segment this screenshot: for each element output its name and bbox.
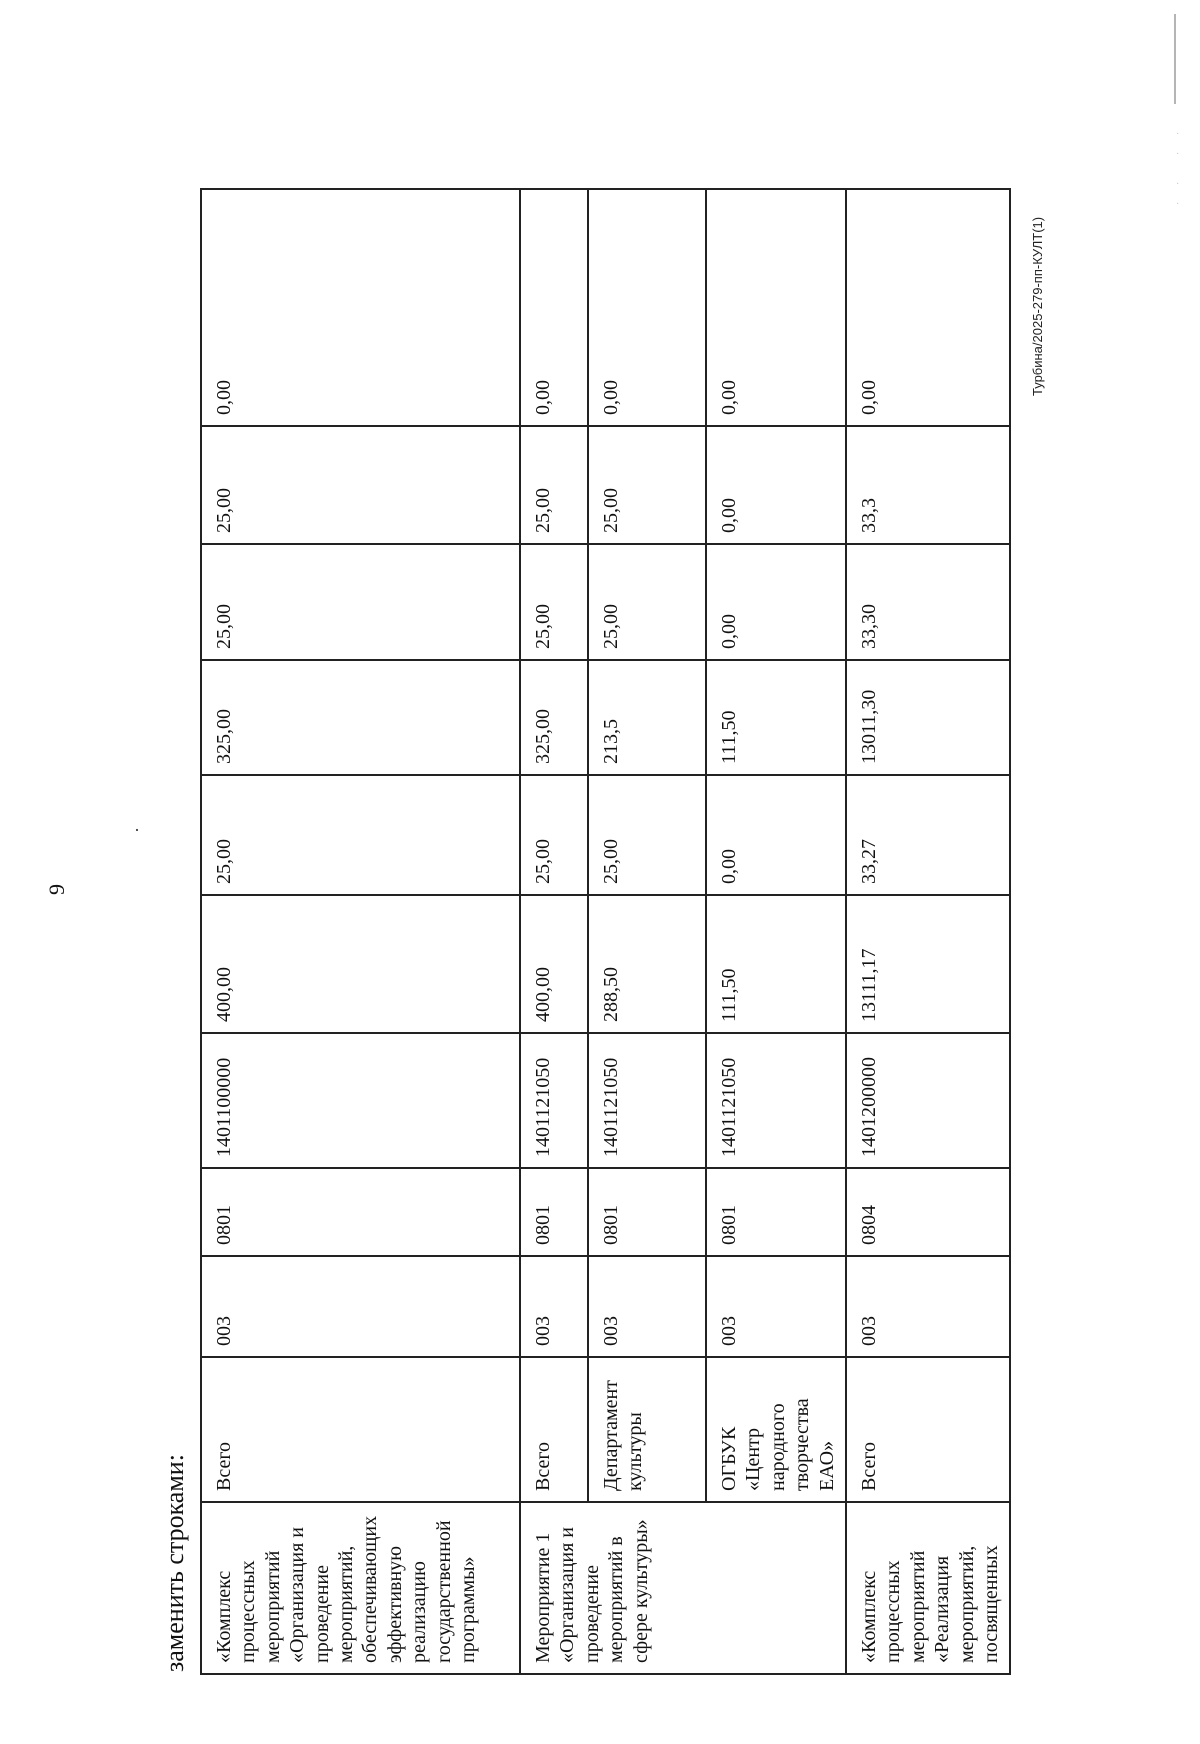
section-code-cell: 0804 <box>846 1168 1010 1256</box>
amount-year-cell: 111,50 <box>706 660 846 775</box>
amount-year-cell: 325,00 <box>201 660 520 775</box>
amount-year-cell: 213,5 <box>588 660 706 775</box>
amount-year-cell: 0,00 <box>588 189 706 426</box>
amount-year-cell: 33,30 <box>846 544 1010 660</box>
target-article-cell: 1401100000 <box>201 1033 520 1168</box>
amount-year-cell: 0,00 <box>706 426 846 544</box>
scan-edge-dots: · · · · <box>1176 129 1180 210</box>
amount-year-cell: 25,00 <box>201 775 520 895</box>
executor-cell: ОГБУК «Центр народного творчества ЕАО» <box>706 1357 846 1502</box>
amount-year-cell: 0,00 <box>520 189 588 426</box>
table-row <box>706 189 846 1674</box>
executor-cell: Всего <box>520 1357 588 1502</box>
amount-total-cell: 13111,17 <box>846 895 1010 1033</box>
amount-year-cell: 0,00 <box>846 189 1010 426</box>
page-number: 9 <box>44 884 69 895</box>
target-article-cell: 1401121050 <box>706 1033 846 1168</box>
table-row <box>201 189 520 1674</box>
event-name-cell: Мероприятие 1 «Организация и проведение мероприятий в сфере культуры» <box>520 1502 846 1674</box>
grbs-cell: 003 <box>520 1256 588 1357</box>
amount-year-cell: 0,00 <box>706 544 846 660</box>
target-article-cell: 1401121050 <box>588 1033 706 1168</box>
section-code-cell: 0801 <box>588 1168 706 1256</box>
amount-year-cell: 25,00 <box>520 775 588 895</box>
section-code-cell: 0801 <box>520 1168 588 1256</box>
amount-total-cell: 111,50 <box>706 895 846 1033</box>
grbs-cell: 003 <box>588 1256 706 1357</box>
amount-year-cell: 25,00 <box>520 426 588 544</box>
amount-year-cell: 25,00 <box>201 544 520 660</box>
program-name-cell: «Комплекс процессных мероприятий «Реализация мероприятий, посвященных <box>846 1502 1010 1674</box>
table-row <box>520 189 588 1674</box>
amount-year-cell: 325,00 <box>520 660 588 775</box>
executor-cell: Всего <box>201 1357 520 1502</box>
amount-year-cell: 0,00 <box>706 189 846 426</box>
section-code-cell: 0801 <box>706 1168 846 1256</box>
target-article-cell: 1401121050 <box>520 1033 588 1168</box>
amount-total-cell: 400,00 <box>201 895 520 1033</box>
target-article-cell: 1401200000 <box>846 1033 1010 1168</box>
scan-speck: · <box>134 820 140 840</box>
amount-total-cell: 400,00 <box>520 895 588 1033</box>
grbs-cell: 003 <box>706 1256 846 1357</box>
amount-year-cell: 0,00 <box>201 189 520 426</box>
executor-cell: Всего <box>846 1357 1010 1502</box>
amount-year-cell: 25,00 <box>588 544 706 660</box>
amount-year-cell: 13011,30 <box>846 660 1010 775</box>
replace-heading: заменить строками: <box>160 1454 189 1672</box>
amount-year-cell: 25,00 <box>520 544 588 660</box>
document-code: Турбина/2025-279-пп-КУЛТ(1) <box>1030 216 1045 396</box>
section-code-cell: 0801 <box>201 1168 520 1256</box>
program-name-cell: «Комплекс процессных мероприятий «Организация и проведение мероприятий, обеспечивающих эффективную реализацию государственной программы» <box>201 1502 520 1674</box>
amount-year-cell: 0,00 <box>706 775 846 895</box>
amount-year-cell: 25,00 <box>201 426 520 544</box>
budget-table <box>200 188 1011 1675</box>
amount-year-cell: 25,00 <box>588 426 706 544</box>
amount-year-cell: 33,3 <box>846 426 1010 544</box>
amount-total-cell: 288,50 <box>588 895 706 1033</box>
table-row <box>588 189 706 1674</box>
amount-year-cell: 25,00 <box>588 775 706 895</box>
amount-year-cell: 33,27 <box>846 775 1010 895</box>
table-row <box>846 189 1010 1674</box>
executor-cell: Департамент культуры <box>588 1357 706 1502</box>
grbs-cell: 003 <box>846 1256 1010 1357</box>
grbs-cell: 003 <box>201 1256 520 1357</box>
